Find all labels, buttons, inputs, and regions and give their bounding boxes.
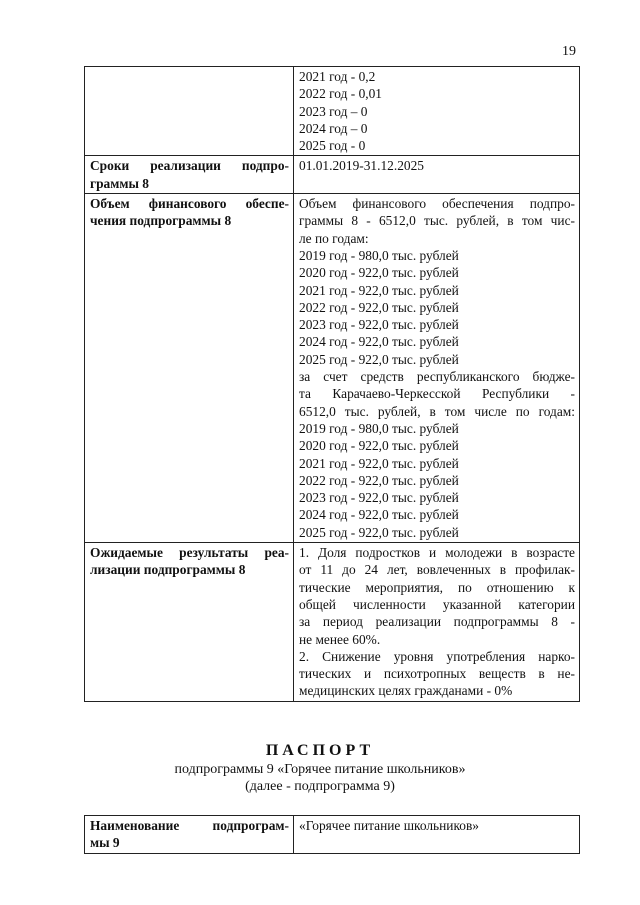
- text-line: 2021 год - 922,0 тыс. рублей: [299, 282, 459, 298]
- text-line: 2. Снижение уровня употребления нарко-: [299, 648, 575, 664]
- passport-note: (далее - подпрограмма 9): [245, 779, 395, 794]
- text-line: тические мероприятия, по отношению к: [299, 579, 575, 595]
- text-line: «Горячее питание школьников»: [299, 818, 480, 833]
- text-line: 1. Доля подростков и молодежи в возрасте: [299, 545, 575, 561]
- text-line: не менее 60%.: [299, 631, 381, 647]
- table-cell-label: [85, 816, 294, 854]
- text-line: 2022 год - 0,01: [299, 86, 382, 102]
- text-line: 01.01.2019-31.12.2025: [299, 158, 424, 174]
- text-line: 2022 год - 922,0 тыс. рублей: [299, 299, 459, 315]
- text-line: 6512,0 тыс. рублей, в том числе по годам:: [299, 403, 575, 419]
- text-line: мы 9: [90, 835, 120, 851]
- table-cell-label: [85, 67, 294, 156]
- text-line: Объем финансового обеспечения подпро-: [299, 196, 575, 212]
- text-line: 2020 год - 922,0 тыс. рублей: [299, 438, 459, 454]
- text-line: 2025 год - 0: [299, 138, 366, 154]
- text-line: 2023 год - 922,0 тыс. рублей: [299, 490, 459, 506]
- table-cell-value: [294, 816, 580, 854]
- table-row: [85, 156, 580, 194]
- table-row: [85, 543, 580, 702]
- subprogram-9-passport-table: [84, 815, 580, 854]
- page-number: 19: [562, 44, 576, 59]
- text-line: лизации подпрограммы 8: [90, 562, 246, 578]
- text-line: Ожидаемые результаты реа-: [90, 545, 289, 561]
- text-line: 2024 год - 922,0 тыс. рублей: [299, 507, 459, 523]
- table-cell-value: [294, 156, 580, 194]
- table-cell-label: [85, 194, 294, 543]
- text-line: ле по годам:: [299, 230, 369, 246]
- text-line: общей численности указанной категории: [299, 596, 575, 612]
- text-line: 2019 год - 980,0 тыс. рублей: [299, 247, 459, 263]
- subprogram-8-passport-table: [84, 66, 580, 702]
- text-line: 2024 год - 922,0 тыс. рублей: [299, 334, 459, 350]
- text-line: 2019 год - 980,0 тыс. рублей: [299, 420, 459, 436]
- table-cell-value: [294, 67, 580, 156]
- text-line: граммы 8 - 6512,0 тыс. рублей, в том чис-: [299, 213, 575, 229]
- text-line: 2025 год - 922,0 тыс. рублей: [299, 351, 459, 367]
- text-line: Наименование подпрограм-: [90, 818, 289, 833]
- text-line: 2021 год - 0,2: [299, 69, 376, 84]
- text-line: 2023 год – 0: [299, 103, 368, 119]
- text-line: Сроки реализации подпро-: [90, 158, 289, 174]
- table-row: [85, 67, 580, 156]
- text-line: 2022 год - 922,0 тыс. рублей: [299, 472, 459, 488]
- text-line: чения подпрограммы 8: [90, 213, 232, 229]
- text-line: граммы 8: [90, 175, 149, 191]
- text-line: 2025 год - 922,0 тыс. рублей: [299, 524, 459, 540]
- passport-title: ПАСПОРТ: [265, 742, 375, 759]
- text-line: 2024 год – 0: [299, 120, 368, 136]
- text-line: Объем финансового обеспе-: [90, 196, 289, 212]
- text-line: тических и психотропных веществ в не-: [299, 666, 575, 682]
- text-line: медицинских целях гражданами - 0%: [299, 683, 513, 699]
- table-row: [85, 194, 580, 543]
- table-cell-value: [294, 543, 580, 702]
- text-line: за счет средств республиканского бюдже-: [299, 369, 575, 385]
- text-line: 2020 год - 922,0 тыс. рублей: [299, 265, 459, 281]
- text-line: за период реализации подпрограммы 8 -: [299, 614, 575, 630]
- text-line: та Карачаево-Черкесской Республики -: [299, 386, 575, 402]
- table-cell-value: [294, 194, 580, 543]
- table-cell-label: [85, 543, 294, 702]
- text-line: 2023 год - 922,0 тыс. рублей: [299, 317, 459, 333]
- table-cell-label: [85, 156, 294, 194]
- passport-subtitle: подпрограммы 9 «Горячее питание школьников»: [174, 762, 466, 777]
- passport-heading: [0, 741, 640, 795]
- table-row: [85, 816, 580, 854]
- text-line: 2021 год - 922,0 тыс. рублей: [299, 455, 459, 471]
- text-line: от 11 до 24 лет, вовлеченных в профилак-: [299, 562, 575, 578]
